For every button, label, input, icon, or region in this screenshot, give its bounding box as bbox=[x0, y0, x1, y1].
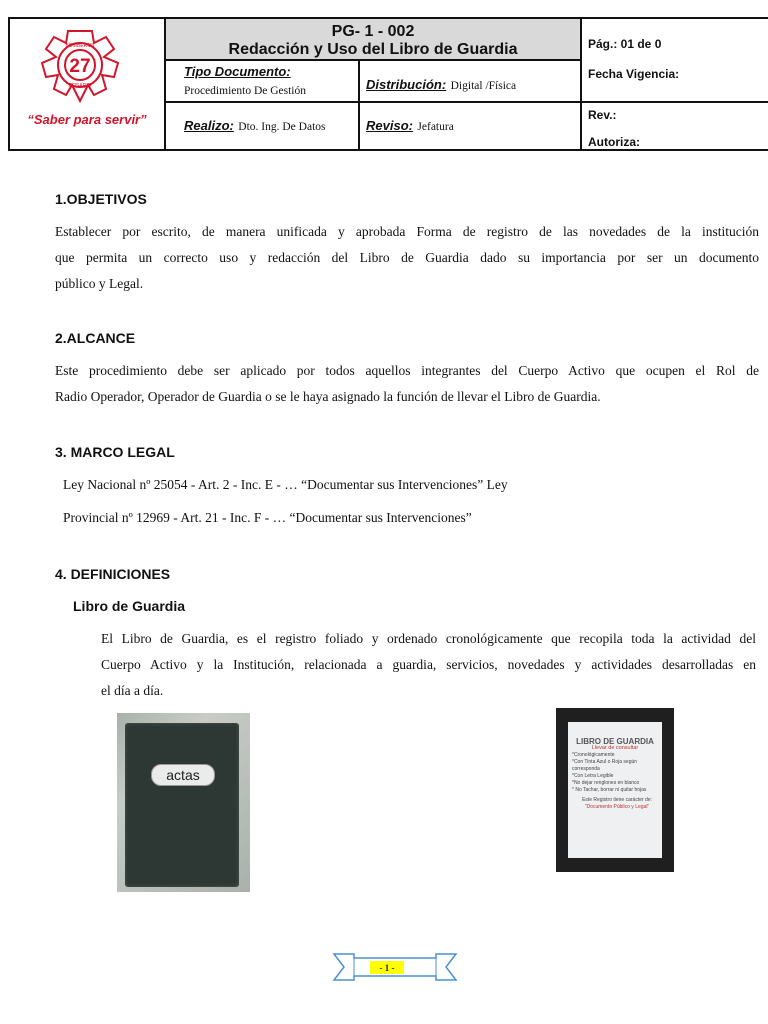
page-number: - 1 - bbox=[379, 963, 395, 973]
section-definiciones-title: 4. DEFINICIONES bbox=[55, 566, 171, 582]
distribucion-label: Distribución: bbox=[366, 77, 447, 92]
page-number-banner bbox=[332, 950, 458, 984]
tipo-documento-cell bbox=[165, 60, 359, 102]
rev-label: Rev.: bbox=[588, 108, 617, 122]
section-objetivos-title: 1.OBJETIVOS bbox=[55, 191, 147, 207]
page-info-cell bbox=[581, 18, 768, 102]
card-footer-1: Este Registro tiene carácter de: bbox=[581, 797, 653, 803]
rev-cell bbox=[581, 102, 768, 150]
section-alcance-title: 2.ALCANCE bbox=[55, 330, 136, 346]
card-item: *Cronológicamente bbox=[572, 752, 615, 758]
marco-legal-line-2: Provincial nº 12969 - Art. 21 - Inc. F - … “Documentar sus Intervenciones” bbox=[63, 510, 472, 525]
reviso-cell bbox=[359, 102, 581, 150]
reviso-label: Reviso: bbox=[366, 118, 413, 133]
card-item: * No Tachar, borrar ni quitar hojas bbox=[572, 787, 647, 793]
document-header bbox=[8, 17, 768, 151]
photo-libro-guardia-card bbox=[556, 708, 674, 872]
paragraph-line: Radio Operador, Operador de Guardia o se le haya asignado la función de llevar el Libro de Guardia. bbox=[55, 389, 601, 404]
card-item: *Con Letra Legible bbox=[572, 773, 614, 779]
paragraph-line: Este procedimiento debe ser aplicado por todos aquellos integrantes del Cuerpo Activo que ocupen el Rol de bbox=[55, 363, 759, 378]
page-count: Pág.: 01 de 0 bbox=[588, 37, 662, 51]
realizo-label: Realizo: bbox=[184, 118, 234, 133]
card-title: LIBRO DE GUARDIA bbox=[576, 737, 654, 746]
photo-actas-book bbox=[117, 713, 250, 892]
title-cell bbox=[165, 18, 581, 60]
paragraph-line: Cuerpo Activo y la Institución, relacionada a guardia, servicios, novedades y actividades desarrolladas en bbox=[101, 657, 756, 672]
tipo-label: Tipo Documento: bbox=[184, 64, 291, 79]
realizo-cell bbox=[165, 102, 359, 150]
book-cover-label: actas bbox=[151, 764, 215, 786]
section-marco-legal-title: 3. MARCO LEGAL bbox=[55, 444, 175, 460]
paragraph-line: el día a día. bbox=[101, 683, 164, 698]
reviso-value: Jefatura bbox=[417, 121, 454, 133]
logo-top-text: BOMBEROS bbox=[65, 43, 95, 49]
card-item: *Con Tinta Azul o Roja según corresponda bbox=[572, 759, 638, 772]
tipo-value: Procedimiento De Gestión bbox=[184, 85, 307, 97]
card-content bbox=[568, 722, 662, 858]
fecha-vigencia: Fecha Vigencia: bbox=[588, 67, 680, 81]
distribucion-cell bbox=[359, 60, 581, 102]
paragraph-line: Establecer por escrito, de manera unificada y aprobada Forma de registro de las novedades de la institución bbox=[55, 224, 759, 239]
autoriza-label: Autoriza: bbox=[588, 135, 640, 149]
card-subtitle: Llevar de consultar bbox=[591, 745, 639, 751]
distribucion-value: Digital /Física bbox=[450, 80, 517, 92]
section-alcance-text bbox=[55, 358, 759, 410]
card-item: *No dejar renglones en blanco bbox=[572, 780, 640, 786]
realizo-value: Dto. Ing. De Datos bbox=[238, 121, 326, 133]
slogan: “Saber para servir” bbox=[27, 112, 147, 127]
logo-number: 27 bbox=[69, 56, 91, 77]
section-objetivos-text bbox=[55, 219, 759, 297]
paragraph-line: público y Legal. bbox=[55, 276, 144, 291]
definicion-libro-title: Libro de Guardia bbox=[73, 598, 186, 614]
doc-title: Redacción y Uso del Libro de Guardia bbox=[228, 41, 518, 58]
doc-code: PG- 1 - 002 bbox=[331, 23, 415, 40]
logo-bottom-text: ROSARIO bbox=[68, 83, 92, 89]
paragraph-line: El Libro de Guardia, es el registro foliado y ordenado cronológicamente que recopila toda la actividad del bbox=[101, 631, 756, 646]
section-definiciones-text bbox=[101, 626, 756, 704]
card-footer-2: “Documento Público y Legal” bbox=[584, 804, 650, 810]
paragraph-line: que permita un correcto uso y redacción del Libro de Guardia dado su importancia por ser un documento bbox=[55, 250, 759, 265]
firefighters-logo bbox=[38, 29, 122, 103]
book-cover bbox=[125, 723, 239, 887]
marco-legal-line-1: Ley Nacional nº 25054 - Art. 2 - Inc. E - … “Documentar sus Intervenciones” Ley bbox=[63, 477, 508, 492]
logo-cell bbox=[9, 18, 165, 150]
